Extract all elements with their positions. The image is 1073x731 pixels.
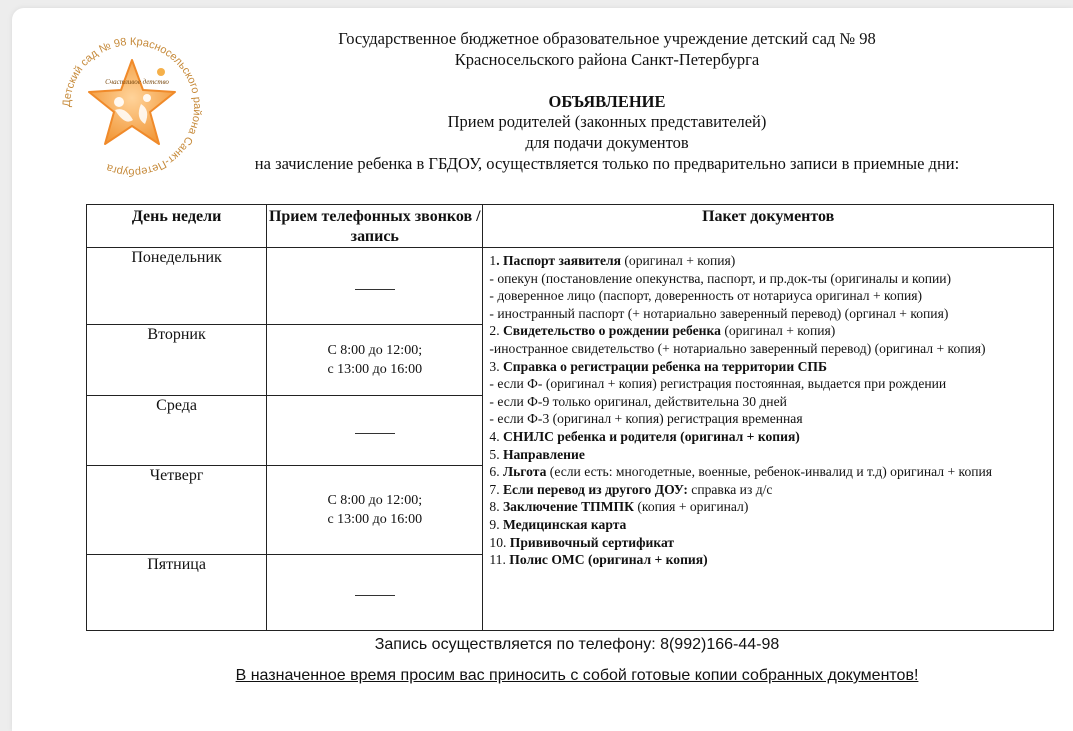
empty-dash (355, 595, 395, 596)
documents-list (483, 248, 1054, 631)
document-item-number: 11. (489, 552, 510, 568)
document-item (489, 410, 1049, 428)
document-item-detail: справка из д/с (687, 481, 773, 497)
day-cell: Вторник (87, 325, 267, 396)
org-line-2: Красносельского района Санкт-Петербурга (454, 50, 760, 69)
document-item-title: . Паспорт заявителя (496, 253, 621, 268)
table-header-row (87, 205, 1054, 248)
document-item-number: 8. (489, 499, 503, 515)
document-item-title: Заключение ТПМПК (502, 499, 634, 515)
document-item (489, 252, 1049, 270)
calls-cell (267, 466, 483, 555)
document-item-detail: - если Ф- (оригинал + копия) регистрация постоянная, выдается при рождении (489, 376, 947, 392)
document-item-number: 1 (489, 253, 497, 268)
document-item-detail: - иностранный паспорт (+ нотариально заверенный перевод) (оргинал + копия) (489, 305, 949, 321)
document-item-title: Льгота (502, 464, 547, 480)
document-item (489, 322, 1049, 340)
document-item-title: СНИЛС ребенка и родителя (оригинал + копия) (502, 428, 800, 444)
day-cell: Понедельник (87, 248, 267, 325)
header-calls: Прием телефонных звонков / запись (267, 205, 483, 248)
document-item-detail: - если Ф-3 (оригинал + копия) регистрация временная (489, 411, 803, 427)
org-line-1: Государственное бюджетное образовательное учреждение детский сад № 98 (338, 29, 876, 48)
document-item-detail: (если есть: многодетные, военные, ребенок-инвалид и т.д) оригинал + копия (546, 464, 993, 480)
document-item (489, 270, 1049, 288)
document-item (489, 463, 1049, 481)
document-item (489, 340, 1049, 358)
document-item-detail: - доверенное лицо (паспорт, доверенность от нотариуса оригинал + копия) (489, 288, 923, 304)
document-item (489, 393, 1049, 411)
document-item-number: 10. (489, 534, 510, 550)
organization-name (272, 28, 942, 70)
calls-cell (267, 555, 483, 631)
document-item (489, 534, 1049, 552)
document-item-detail: (копия + оригинал) (633, 499, 749, 515)
document-item-detail: -иностранное свидетельство (+ нотариально заверенный перевод) (оригинал + копия) (489, 340, 986, 356)
document-item-title: Направление (502, 446, 585, 462)
document-item (489, 498, 1049, 516)
document-item-number: 9. (489, 516, 503, 532)
announcement-line-3: на зачисление ребенка в ГБДОУ, осуществляется только по предварительно записи в приемные дни: (254, 154, 960, 173)
calls-cell (267, 248, 483, 325)
document-item (489, 287, 1049, 305)
logo-inner-text: Счастливое детство (105, 78, 169, 86)
document-item-title: Свидетельство о рождении ребенка (502, 323, 721, 339)
document-page (12, 8, 1073, 731)
document-item-number: 3. (489, 358, 503, 374)
table-row (87, 248, 1054, 325)
calls-time-2: с 13:00 до 16:00 (327, 362, 423, 377)
calls-time-1: С 8:00 до 12:00; (327, 343, 423, 358)
calls-time-1: С 8:00 до 12:00; (327, 493, 423, 508)
document-item (489, 375, 1049, 393)
empty-dash (355, 433, 395, 434)
document-item-title: Прививочный сертификат (509, 534, 675, 550)
day-cell: Пятница (87, 555, 267, 631)
document-item-title: Если перевод из другого ДОУ: (502, 481, 688, 497)
empty-dash (355, 289, 395, 290)
document-item (489, 428, 1049, 446)
document-item (489, 516, 1049, 534)
header-docs: Пакет документов (483, 205, 1054, 248)
footer-note: В назначенное время просим вас приносить с собой готовые копии собранных документов! (235, 667, 919, 684)
document-item-detail: (оригинал + копия) (620, 253, 736, 268)
day-cell: Среда (87, 396, 267, 466)
announcement-title: ОБЪЯВЛЕНИЕ (548, 92, 666, 111)
document-item-detail: (оригинал + копия) (720, 323, 836, 339)
calls-cell (267, 325, 483, 396)
document-item (489, 358, 1049, 376)
document-item (489, 551, 1049, 569)
announcement-line-2: для подачи документов (525, 133, 689, 152)
day-cell: Четверг (87, 466, 267, 555)
document-item-number: 6. (489, 464, 503, 480)
document-item (489, 481, 1049, 499)
document-item (489, 446, 1049, 464)
schedule-table (86, 204, 1054, 631)
header-day: День недели (87, 205, 267, 248)
document-item-detail: - если Ф-9 только оригинал, действительна 30 дней (489, 393, 787, 409)
announcement-line-1: Прием родителей (законных представителей) (447, 112, 767, 131)
logo-ring-text: Детский сад № 98 Красносельского района Санкт-Петербурга (60, 35, 204, 179)
calls-cell (267, 396, 483, 466)
document-item-title: Полис ОМС (оригинал + копия) (509, 552, 708, 568)
document-item-number: 7. (489, 481, 503, 497)
document-item (489, 305, 1049, 323)
document-item-number: 5. (489, 446, 503, 462)
document-item-detail: - опекун (постановление опекунства, паспорт, и пр.док-ты (оригиналы и копии) (489, 270, 952, 286)
phone-line: Запись осуществляется по телефону: 8(992)166-44-98 (374, 636, 780, 653)
calls-time-2: с 13:00 до 16:00 (327, 512, 423, 527)
document-item-title: Медицинская карта (502, 516, 627, 532)
document-item-number: 4. (489, 428, 503, 444)
document-item-number: 2. (489, 323, 503, 339)
document-item-title: Справка о регистрации ребенка на территории СПБ (502, 358, 827, 374)
